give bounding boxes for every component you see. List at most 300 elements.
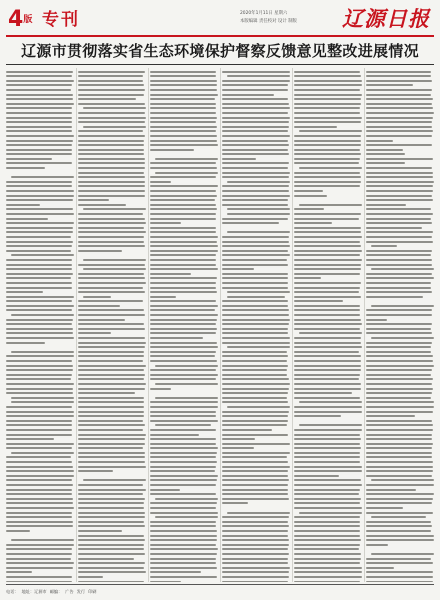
text-line <box>6 199 73 201</box>
text-line <box>6 332 73 334</box>
text-line <box>150 112 216 114</box>
text-line <box>78 424 145 426</box>
text-line <box>150 429 216 431</box>
text-line <box>78 236 144 238</box>
text-line <box>6 466 73 468</box>
text-line <box>6 103 74 105</box>
text-line <box>294 562 360 564</box>
text-line <box>6 443 74 445</box>
text-line <box>78 576 103 578</box>
text-line <box>294 498 361 500</box>
text-line <box>294 452 360 454</box>
text-line <box>294 126 337 128</box>
text-line <box>150 149 194 151</box>
text-line <box>366 300 434 302</box>
text-line <box>222 447 254 449</box>
text-line <box>6 479 72 481</box>
text-line <box>78 507 144 509</box>
text-line <box>227 181 290 183</box>
text-line <box>294 484 362 486</box>
text-line <box>150 401 218 403</box>
text-line <box>294 438 361 440</box>
text-line <box>366 434 432 436</box>
text-line <box>294 397 360 399</box>
text-line <box>6 84 72 86</box>
text-line <box>6 475 74 477</box>
text-line <box>150 452 217 454</box>
text-line <box>83 259 146 261</box>
text-line <box>150 337 203 339</box>
text-line <box>366 411 433 413</box>
text-line <box>150 411 216 413</box>
text-line <box>78 535 144 537</box>
text-line <box>78 411 144 413</box>
text-line <box>78 231 146 233</box>
text-line <box>227 75 290 77</box>
text-line <box>6 374 72 376</box>
text-line <box>366 456 432 458</box>
text-line <box>6 388 73 390</box>
text-line <box>294 355 361 357</box>
text-line <box>222 535 288 537</box>
text-line <box>6 470 74 472</box>
text-line <box>294 525 360 527</box>
text-line <box>6 346 74 348</box>
section-name: 专刊 <box>42 10 80 30</box>
text-line <box>150 342 217 344</box>
text-line <box>294 231 361 233</box>
text-line <box>371 245 396 247</box>
text-line <box>78 245 145 247</box>
text-line <box>294 144 361 146</box>
text-line <box>227 512 290 514</box>
text-line <box>222 190 289 192</box>
text-line <box>366 571 433 573</box>
footer-item: 广告 <box>65 589 74 594</box>
text-line <box>222 456 287 458</box>
text-line <box>294 383 361 385</box>
text-line <box>78 282 146 284</box>
text-line <box>366 213 433 215</box>
text-line <box>222 351 287 353</box>
text-line <box>227 406 290 408</box>
text-line <box>294 227 361 229</box>
text-line <box>78 548 144 550</box>
text-line <box>150 287 216 289</box>
text-line <box>299 401 362 403</box>
issue-date: 2020年1月11日 星期六 <box>240 11 288 16</box>
text-line <box>150 461 217 463</box>
text-line <box>366 502 432 504</box>
page-number: 4版 <box>8 7 33 32</box>
text-line <box>150 153 218 155</box>
text-line <box>227 208 290 210</box>
text-line <box>366 512 433 514</box>
text-line <box>294 84 362 86</box>
text-line <box>150 268 218 270</box>
text-line <box>222 94 274 96</box>
text-line <box>222 144 289 146</box>
text-line <box>6 323 72 325</box>
text-line <box>78 80 143 82</box>
text-line <box>294 185 360 187</box>
text-line <box>222 140 288 142</box>
text-line <box>150 484 216 486</box>
text-line <box>6 411 74 413</box>
text-line <box>150 388 171 390</box>
text-line <box>78 337 145 339</box>
text-line <box>78 227 144 229</box>
text-line <box>366 80 432 82</box>
text-line <box>6 553 72 555</box>
text-line <box>150 264 216 266</box>
text-line <box>150 199 215 201</box>
text-line <box>78 287 143 289</box>
text-line <box>6 319 73 321</box>
text-line <box>366 392 432 394</box>
text-line <box>6 227 73 229</box>
text-line <box>294 539 361 541</box>
text-line <box>6 429 72 431</box>
text-line <box>366 447 432 449</box>
text-line <box>366 121 432 123</box>
text-line <box>6 337 74 339</box>
text-line <box>366 567 394 569</box>
text-line <box>78 241 144 243</box>
text-line <box>150 162 216 164</box>
text-line <box>294 300 343 302</box>
text-line <box>150 539 217 541</box>
text-line <box>222 254 290 256</box>
text-line <box>78 94 144 96</box>
text-line <box>222 305 288 307</box>
text-line <box>222 443 290 445</box>
text-line <box>366 498 433 500</box>
text-line <box>78 392 135 394</box>
text-line <box>150 360 217 362</box>
text-line <box>222 571 289 573</box>
text-line <box>11 397 74 399</box>
text-line <box>78 470 113 472</box>
text-line <box>150 121 216 123</box>
text-line <box>78 332 111 334</box>
text-line <box>222 176 289 178</box>
text-line <box>227 291 290 293</box>
text-line <box>150 80 217 82</box>
text-line <box>150 406 218 408</box>
text-line <box>6 172 74 174</box>
text-line <box>78 447 143 449</box>
text-line <box>294 434 360 436</box>
text-line <box>227 231 290 233</box>
text-line <box>6 144 72 146</box>
editor-credits: 本版编辑 责任校对 设计 制版 <box>240 19 297 24</box>
text-line <box>78 89 145 91</box>
text-line <box>78 172 144 174</box>
text-line <box>371 268 434 270</box>
footer-item: 印刷 <box>88 589 97 594</box>
text-line <box>294 195 327 197</box>
text-line <box>294 415 341 417</box>
text-line <box>294 245 361 247</box>
text-line <box>222 236 289 238</box>
text-line <box>6 484 73 486</box>
text-line <box>366 406 434 408</box>
text-line <box>222 461 288 463</box>
text-line <box>6 493 72 495</box>
text-line <box>222 493 288 495</box>
text-line <box>78 539 145 541</box>
text-line <box>366 475 432 477</box>
text-line <box>294 98 361 100</box>
text-line <box>366 227 422 229</box>
text-line <box>6 415 74 417</box>
text-line <box>150 89 217 91</box>
text-line <box>222 548 288 550</box>
text-line <box>6 287 72 289</box>
text-line <box>294 94 362 96</box>
text-line <box>294 378 359 380</box>
text-line <box>78 420 143 422</box>
text-line <box>150 466 216 468</box>
text-line <box>366 388 433 390</box>
text-line <box>222 135 290 137</box>
text-line <box>366 98 433 100</box>
text-line <box>294 273 360 275</box>
text-line <box>6 548 72 550</box>
text-line <box>6 406 72 408</box>
text-line <box>6 489 72 491</box>
text-line <box>150 415 216 417</box>
text-line <box>222 434 288 436</box>
text-line <box>150 117 217 119</box>
text-line <box>366 420 432 422</box>
text-line <box>6 512 72 514</box>
text-line <box>222 332 288 334</box>
text-line <box>150 231 216 233</box>
text-line <box>366 199 433 201</box>
text-column <box>150 68 218 582</box>
text-line <box>6 309 72 311</box>
text-line <box>6 567 73 569</box>
text-line <box>6 140 73 142</box>
text-line <box>150 558 216 560</box>
text-line <box>150 241 217 243</box>
text-line <box>222 167 288 169</box>
text-line <box>294 112 360 114</box>
text-line <box>222 300 288 302</box>
text-line <box>222 342 290 344</box>
text-line <box>155 498 218 500</box>
text-line <box>150 181 171 183</box>
text-line <box>222 479 289 481</box>
text-line <box>222 282 288 284</box>
text-line <box>366 489 416 491</box>
text-line <box>150 420 218 422</box>
text-line <box>150 300 216 302</box>
text-line <box>366 355 433 357</box>
text-line <box>83 107 146 109</box>
text-line <box>150 443 216 445</box>
text-line <box>78 84 144 86</box>
text-line <box>6 112 72 114</box>
text-line <box>294 117 362 119</box>
text-line <box>6 121 72 123</box>
text-line <box>6 571 32 573</box>
text-line <box>150 140 217 142</box>
text-line <box>78 250 122 252</box>
text-line <box>150 103 216 105</box>
text-line <box>299 424 362 426</box>
text-line <box>294 259 362 261</box>
text-line <box>6 231 73 233</box>
text-line <box>294 190 323 192</box>
text-line <box>78 75 143 77</box>
text-line <box>294 328 360 330</box>
text-line <box>6 268 72 270</box>
text-line <box>222 562 288 564</box>
text-line <box>294 89 360 91</box>
text-line <box>78 544 144 546</box>
text-line <box>222 250 288 252</box>
text-line <box>6 71 73 73</box>
text-line <box>78 415 144 417</box>
text-line <box>78 199 109 201</box>
text-line <box>366 277 434 279</box>
text-line <box>78 581 144 583</box>
text-line <box>222 323 289 325</box>
column-separator <box>76 68 77 582</box>
text-line <box>6 222 74 224</box>
text-line <box>78 567 144 569</box>
text-line <box>294 466 362 468</box>
text-line <box>366 309 432 311</box>
text-line <box>366 452 432 454</box>
text-line <box>150 562 216 564</box>
text-line <box>78 493 143 495</box>
text-line <box>78 319 125 321</box>
headline-rule <box>6 64 434 65</box>
text-line <box>366 204 406 206</box>
text-line <box>222 107 290 109</box>
text-line <box>150 456 216 458</box>
text-line <box>150 535 217 537</box>
text-line <box>294 571 362 573</box>
text-line <box>222 365 288 367</box>
text-line <box>294 429 362 431</box>
text-line <box>150 392 218 394</box>
text-line <box>366 117 433 119</box>
text-line <box>366 273 432 275</box>
column-separator <box>292 68 293 582</box>
text-line <box>6 75 72 77</box>
text-line <box>222 126 289 128</box>
text-line <box>78 378 144 380</box>
text-line <box>366 493 434 495</box>
text-line <box>294 135 361 137</box>
text-line <box>150 176 216 178</box>
text-line <box>371 337 434 339</box>
text-line <box>222 199 288 201</box>
text-line <box>294 443 360 445</box>
text-line <box>6 502 73 504</box>
text-line <box>78 525 145 527</box>
text-line <box>366 296 423 298</box>
text-line <box>366 176 433 178</box>
text-line <box>299 512 362 514</box>
text-line <box>6 581 72 583</box>
text-line <box>294 365 361 367</box>
text-line <box>294 369 361 371</box>
text-line <box>366 525 432 527</box>
text-line <box>11 314 74 316</box>
text-line <box>155 424 210 426</box>
text-line <box>6 447 72 449</box>
text-line <box>150 185 218 187</box>
text-line <box>78 300 143 302</box>
text-line <box>11 401 74 403</box>
text-line <box>78 401 144 403</box>
text-line <box>299 204 362 206</box>
text-line <box>150 346 218 348</box>
text-line <box>6 305 74 307</box>
text-line <box>150 305 218 307</box>
text-line <box>150 245 218 247</box>
text-line <box>6 296 74 298</box>
text-line <box>294 553 361 555</box>
text-line <box>78 365 146 367</box>
text-line <box>150 314 218 316</box>
text-line <box>150 277 217 279</box>
text-line <box>366 190 433 192</box>
text-line <box>222 378 289 380</box>
text-line <box>155 365 218 367</box>
text-line <box>366 429 433 431</box>
text-line <box>6 158 52 160</box>
text-line <box>222 218 288 220</box>
text-line <box>78 176 145 178</box>
text-line <box>371 305 434 307</box>
text-line <box>294 360 361 362</box>
text-line <box>6 213 74 215</box>
text-line <box>366 521 431 523</box>
text-line <box>222 328 288 330</box>
text-line <box>294 530 360 532</box>
text-line <box>6 89 71 91</box>
text-line <box>222 98 288 100</box>
text-line <box>78 406 144 408</box>
text-line <box>294 199 362 201</box>
text-line <box>227 346 290 348</box>
text-line <box>78 360 143 362</box>
text-line <box>150 135 217 137</box>
text-line <box>78 558 134 560</box>
text-line <box>294 374 360 376</box>
text-line <box>294 250 362 252</box>
text-line <box>150 204 216 206</box>
text-line <box>222 172 290 174</box>
text-line <box>6 558 71 560</box>
text-line <box>222 222 279 224</box>
text-line <box>294 544 360 546</box>
text-line <box>150 126 217 128</box>
text-line <box>78 305 120 307</box>
text-line <box>366 484 434 486</box>
text-line <box>78 140 144 142</box>
text-line <box>150 581 181 583</box>
text-line <box>6 259 72 261</box>
text-line <box>222 337 290 339</box>
